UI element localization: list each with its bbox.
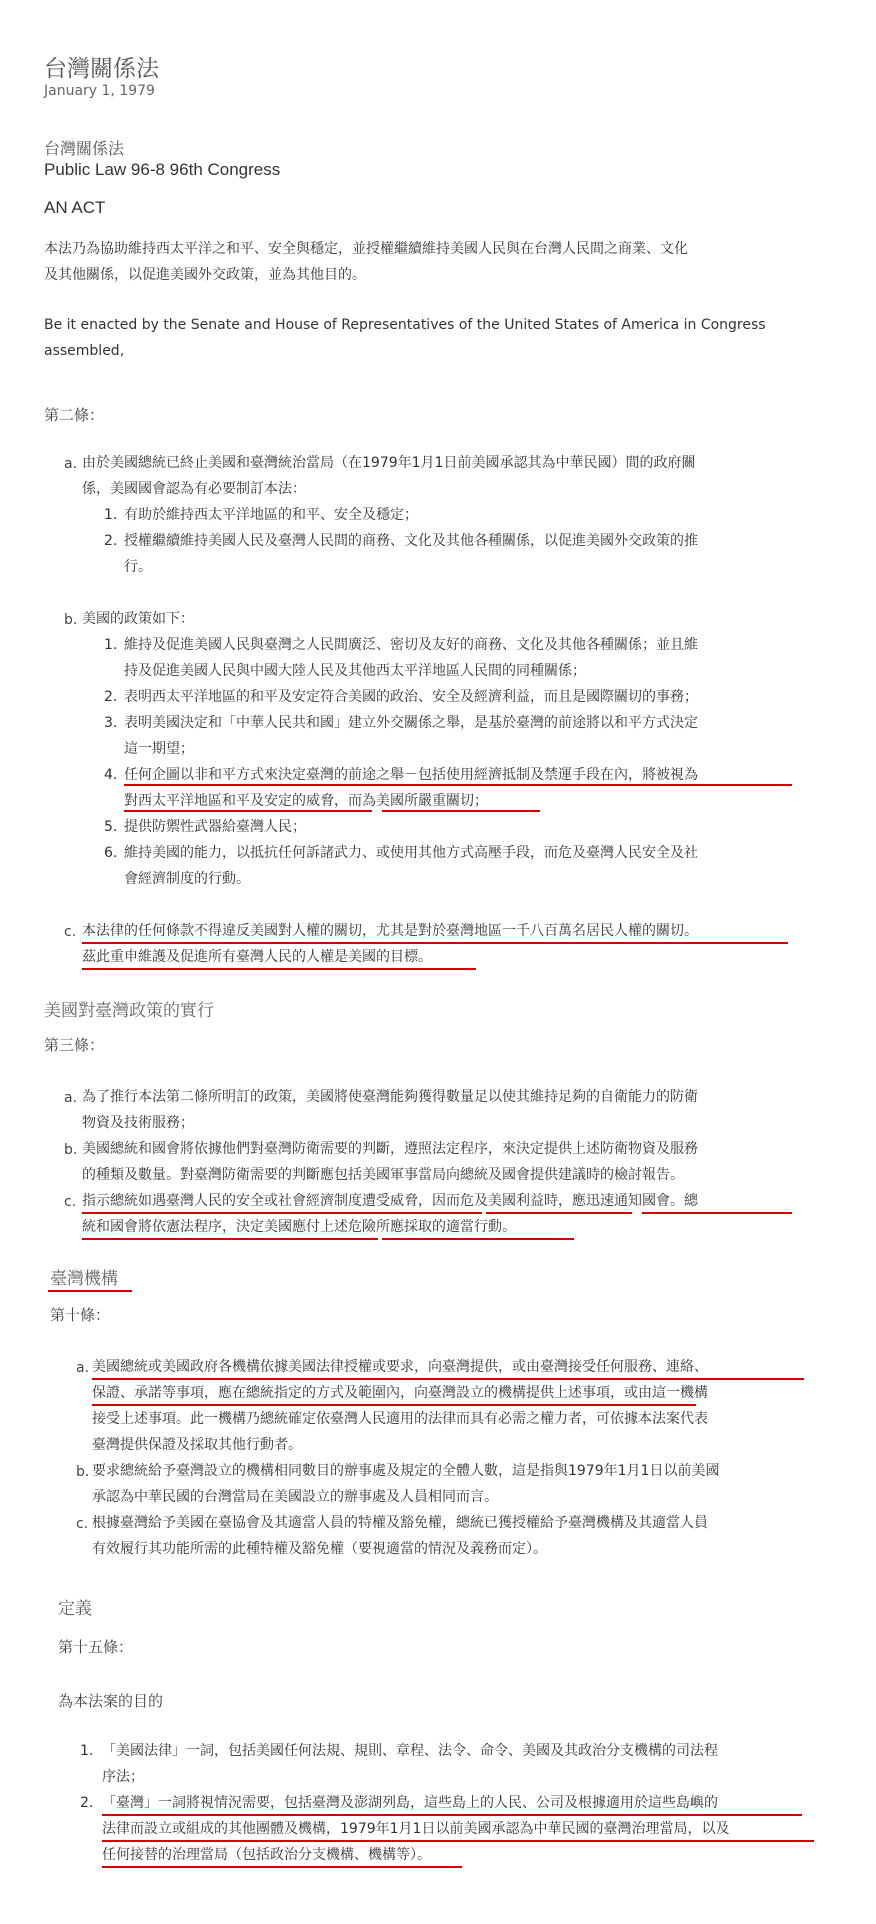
red-underline [102, 1814, 802, 1816]
red-underline [486, 1212, 632, 1214]
section-15-purpose: 為本法案的目的 [58, 1692, 164, 1710]
sec10-b-marker: b. [76, 1464, 90, 1480]
sec2-a-list [104, 502, 698, 580]
list-item: 1. 有助於維持西太平洋地區的和平、安全及穩定； [104, 507, 418, 523]
red-underline [382, 1238, 574, 1240]
public-law-line: Public Law 96-8 96th Congress [44, 160, 281, 179]
list-item: 1. 維持及促進美國人民與臺灣之人民間廣泛、密切及友好的商務、文化及其他各種關係；並且維 持及促進美國人民與中國大陸人民及其他西太平洋地區人民間的同種關係； [104, 637, 698, 679]
red-underline [82, 1212, 482, 1214]
document-title: 台灣關係法 [44, 56, 159, 82]
section-15-heading: 定義 [58, 1599, 92, 1619]
sec2-b-marker: b. [64, 612, 78, 628]
red-underline [48, 1290, 132, 1292]
section-2-label: 第二條： [44, 406, 105, 424]
red-underline [92, 1378, 804, 1380]
document-date: January 1, 1979 [44, 83, 155, 99]
sec10-b-text: 要求總統給予臺灣設立的機構相同數目的辦事處及規定的全體人數，這是指與1979年1月1日以前美國 承認為中華民國的台灣當局在美國設立的辦事處及人員相同而言。 [92, 1463, 720, 1505]
sec2-c-marker: c. [64, 924, 77, 940]
sec2-b-list [104, 632, 698, 892]
sec2-c-text: 本法律的任何條款不得違反美國對人權的關切，尤其是對於臺灣地區一千八百萬名居民人權的關切。 茲此重申維護及促進所有臺灣人民的人權是美國的目標。 [82, 923, 698, 965]
list-item: 5. 提供防禦性武器給臺灣人民； [104, 819, 306, 835]
sec10-c-marker: c. [76, 1516, 89, 1532]
section-3-label: 第三條： [44, 1036, 105, 1054]
list-item: 3. 表明美國決定和「中華人民共和國」建立外交關係之舉，是基於臺灣的前途將以和平方式決定 這一期望； [104, 715, 698, 757]
red-underline [82, 942, 788, 944]
sec3-b-marker: b. [64, 1142, 78, 1158]
sec3-b-text: 美國總統和國會將依據他們對臺灣防衛需要的判斷，遵照法定程序，來決定提供上述防衛物資及服務 的種類及數量。對臺灣防衛需要的判斷應包括美國軍事當局向總統及國會提供建議時的檢討報告。 [82, 1141, 698, 1183]
sec10-c-text: 根據臺灣給予美國在臺協會及其適當人員的特權及豁免權，總統已獲授權給予臺灣機構及其適當人員 有效履行其功能所需的此種特權及豁免權（要視適當的情況及義務而定）。 [92, 1515, 708, 1557]
section-10-label: 第十條： [50, 1306, 111, 1324]
red-underline [82, 968, 476, 970]
list-item: 2. 「臺灣」一詞將視情況需要，包括臺灣及澎湖列島，這些島上的人民、公司及根據適用於這些島嶼的 法律而設立或組成的其他團體及機構，1979年1月1日以前美國承認為中華民國的臺灣治理當局，以及 任何接替的治理當局（包括政治分支機構、機構等）。 [80, 1795, 730, 1863]
list-item: 4. 任何企圖以非和平方式來決定臺灣的前途之舉－包括使用經濟抵制及禁運手段在內，將被視為 對西太平洋地區和平及安定的威脅，而為美國所嚴重關切； [104, 767, 698, 809]
an-act-heading: AN ACT [44, 198, 106, 217]
section-3-heading: 美國對臺灣政策的實行 [44, 1001, 214, 1021]
red-underline [92, 1404, 696, 1406]
red-underline [102, 1840, 814, 1842]
intro-paragraph-zh: 本法乃為協助維持西太平洋之和平、安全與穩定，並授權繼續維持美國人民與在台灣人民間之商業、文化 及其他關係，以促進美國外交政策，並為其他目的。 [44, 241, 688, 283]
sec2-a-text: 由於美國總統已終止美國和臺灣統治當局（在1979年1月1日前美國承認其為中華民國）間的政府關 係，美國國會認為有必要制訂本法： [82, 455, 696, 497]
red-underline [124, 784, 792, 786]
list-item: 6. 維持美國的能力，以抵抗任何訴諸武力、或使用其他方式高壓手段，而危及臺灣人民安全及社 會經濟制度的行動。 [104, 845, 698, 887]
sec2-b-text: 美國的政策如下： [82, 611, 194, 627]
red-underline [382, 810, 540, 812]
red-underline [124, 810, 372, 812]
sec3-a-marker: a. [64, 1090, 78, 1106]
list-item: 2. 表明西太平洋地區的和平及安定符合美國的政治、安全及經濟利益，而且是國際關切的事務； [104, 689, 698, 705]
sec3-c-text: 指示總統如遇臺灣人民的安全或社會經濟制度遭受威脅，因而危及美國利益時，應迅速通知國會。總 統和國會將依憲法程序，決定美國應付上述危險所應採取的適當行動。 [82, 1193, 698, 1235]
sec3-c-marker: c. [64, 1194, 77, 1210]
red-underline [82, 1238, 378, 1240]
list-item: 1. 「美國法律」一詞，包括美國任何法規、規則、章程、法令、命令、美國及其政治分支機構的司法程 序法； [80, 1743, 718, 1785]
red-underline [642, 1212, 792, 1214]
sec10-a-marker: a. [76, 1360, 90, 1376]
law-title: 台灣關係法 [44, 139, 125, 158]
sec3-a-text: 為了推行本法第二條所明訂的政策，美國將使臺灣能夠獲得數量足以使其維持足夠的自衛能力的防衛 物資及技術服務； [82, 1089, 698, 1131]
section-15-label: 第十五條： [58, 1638, 134, 1656]
sec10-a-text: 美國總統或美國政府各機構依據美國法律授權或要求，向臺灣提供，或由臺灣接受任何服務、連絡、 保證、承諾等事項，應在總統指定的方式及範圍內，向臺灣設立的機構提供上述事項，或由這一機構 接受上述事項。此一機構乃總統確定依臺灣人民適用的法律而具有必需之權力者，可依據本法案代表 臺灣提供保證及採取其他行動者。 [92, 1359, 708, 1453]
list-item: 2. 授權繼續維持美國人民及臺灣人民間的商務、文化及其他各種關係，以促進美國外交政策的推 行。 [104, 533, 698, 575]
intro-paragraph-en: Be it enacted by the Senate and House of Representatives of the United States of America in Congress assembled, [44, 317, 766, 359]
sec2-a-marker: a. [64, 456, 78, 472]
red-underline [102, 1866, 462, 1868]
section-10-heading: 臺灣機構 [50, 1269, 118, 1289]
